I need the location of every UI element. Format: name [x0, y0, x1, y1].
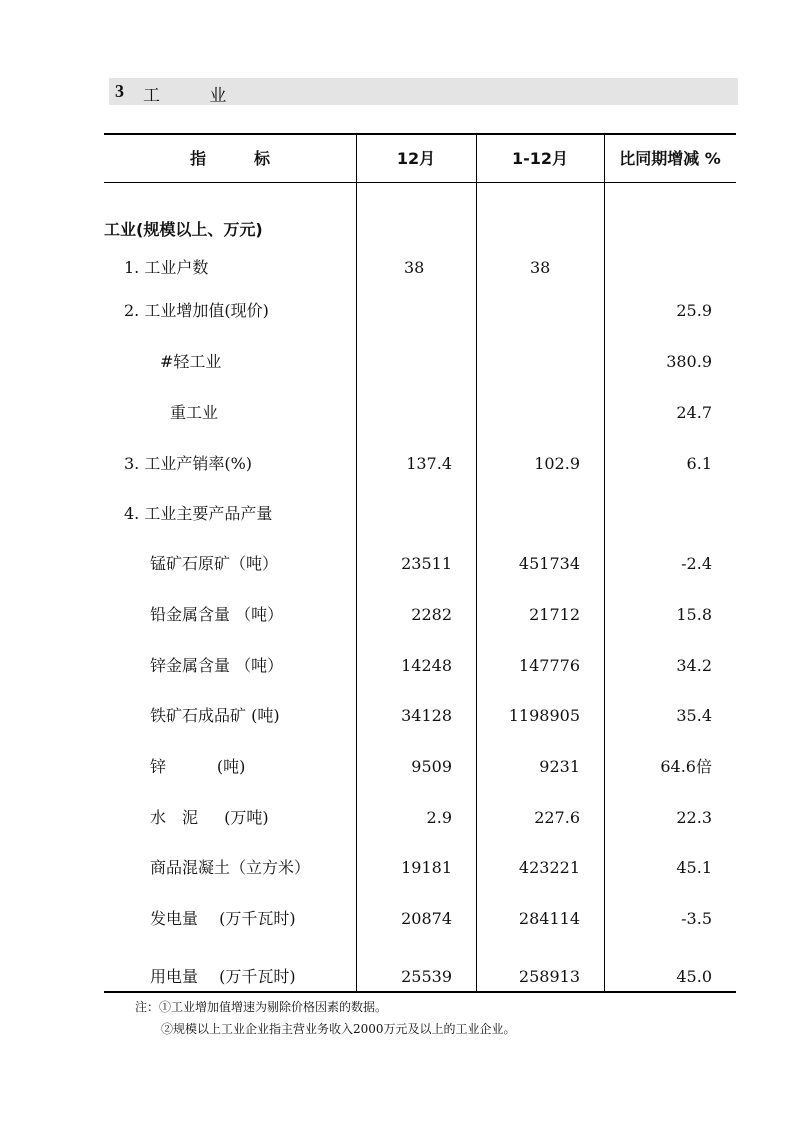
- row-label: 锌 (吨): [150, 757, 246, 776]
- row-change: 22.3: [676, 808, 712, 827]
- row-ytd: 258913: [518, 967, 580, 986]
- table-row: [104, 400, 736, 426]
- table-row: [104, 451, 736, 477]
- table-row: [104, 298, 736, 324]
- row-change: [604, 501, 712, 527]
- row-ytd: 451734: [518, 554, 580, 573]
- row-december: [356, 400, 452, 426]
- row-december: 19181: [401, 858, 452, 877]
- row-ytd: 423221: [518, 858, 580, 877]
- table-row: [104, 906, 736, 932]
- table-row: [104, 855, 736, 881]
- row-december: 137.4: [406, 454, 452, 473]
- row-ytd: 1198905: [508, 706, 580, 725]
- note-2: ②规模以上工业企业指主营业务收入2000万元及以上的工业企业。: [161, 1022, 516, 1036]
- row-change: 24.7: [676, 403, 712, 422]
- row-label: 锌金属含量 （吨）: [150, 656, 284, 675]
- row-label: 4. 工业主要产品产量: [124, 504, 273, 523]
- row-ytd: 284114: [518, 909, 580, 928]
- table-row: [104, 703, 736, 729]
- row-change: 25.9: [676, 301, 712, 320]
- table-row: [104, 501, 736, 527]
- table-notes: [135, 996, 516, 1040]
- row-change: 6.1: [686, 454, 712, 473]
- row-change: 45.1: [676, 858, 712, 877]
- header-ytd: 1-12月: [511, 149, 569, 168]
- row-change: 15.8: [676, 605, 712, 624]
- row-label: 水 泥 (万吨): [150, 808, 269, 827]
- note-1: 注：①工业增加值增速为剔除价格因素的数据。: [135, 1000, 388, 1014]
- row-december: 2282: [411, 605, 452, 624]
- header-december: 12月: [396, 149, 436, 168]
- row-december: 23511: [401, 554, 452, 573]
- row-label: 发电量 (万千瓦时): [150, 909, 296, 928]
- row-december: [356, 501, 452, 527]
- row-december: 20874: [401, 909, 452, 928]
- row-ytd: [472, 400, 580, 426]
- row-december: [356, 349, 452, 375]
- row-december: [356, 298, 452, 324]
- row-ytd: 38: [530, 258, 551, 277]
- row-change: 64.6倍: [660, 757, 712, 776]
- row-label: 用电量 (万千瓦时): [150, 967, 296, 986]
- row-label: 锰矿石原矿（吨）: [150, 554, 279, 573]
- row-change: -3.5: [681, 909, 712, 928]
- table-row: [104, 754, 736, 780]
- row-label: 商品混凝土（立方米）: [150, 858, 311, 877]
- row-change: 35.4: [676, 706, 712, 725]
- row-change: 45.0: [676, 967, 712, 986]
- row-december: 9509: [411, 757, 452, 776]
- row-december: 25539: [401, 967, 452, 986]
- row-change: 380.9: [666, 352, 712, 371]
- section-title: 工 业: [143, 86, 249, 106]
- row-ytd: [472, 501, 580, 527]
- group-title: 工业(规模以上、万元): [104, 220, 263, 239]
- row-label: 铅金属含量 （吨）: [150, 605, 284, 624]
- row-december: 14248: [401, 656, 452, 675]
- row-ytd: 147776: [518, 656, 580, 675]
- row-change: 34.2: [676, 656, 712, 675]
- section-header: [109, 78, 738, 105]
- row-change: [604, 255, 712, 281]
- statistics-table: [104, 133, 736, 993]
- table-row: [104, 653, 736, 679]
- header-indicator: 指 标: [189, 149, 270, 168]
- row-label: 重工业: [170, 403, 219, 422]
- table-row: [104, 964, 736, 990]
- table-row: [104, 349, 736, 375]
- row-ytd: 9231: [539, 757, 580, 776]
- row-change: -2.4: [681, 554, 712, 573]
- table-row: [104, 255, 736, 281]
- row-label: 铁矿石成品矿 (吨): [150, 706, 280, 725]
- row-ytd: [472, 349, 580, 375]
- row-december: 34128: [401, 706, 452, 725]
- group-title-row: [104, 217, 736, 243]
- row-ytd: [472, 298, 580, 324]
- header-change: 比同期增减 %: [619, 149, 721, 168]
- section-number: 3: [115, 81, 124, 101]
- header-divider: [104, 182, 736, 183]
- row-december: 2.9: [426, 808, 452, 827]
- table-row: [104, 805, 736, 831]
- row-december: 38: [404, 258, 425, 277]
- row-ytd: 21712: [529, 605, 580, 624]
- row-ytd: 227.6: [534, 808, 580, 827]
- row-ytd: 102.9: [534, 454, 580, 473]
- row-label: 1. 工业户数: [124, 258, 209, 277]
- row-label: 2. 工业增加值(现价): [124, 301, 269, 320]
- table-row: [104, 551, 736, 577]
- row-label: #轻工业: [160, 352, 222, 371]
- table-row: [104, 602, 736, 628]
- row-label: 3. 工业产销率(%): [124, 454, 253, 473]
